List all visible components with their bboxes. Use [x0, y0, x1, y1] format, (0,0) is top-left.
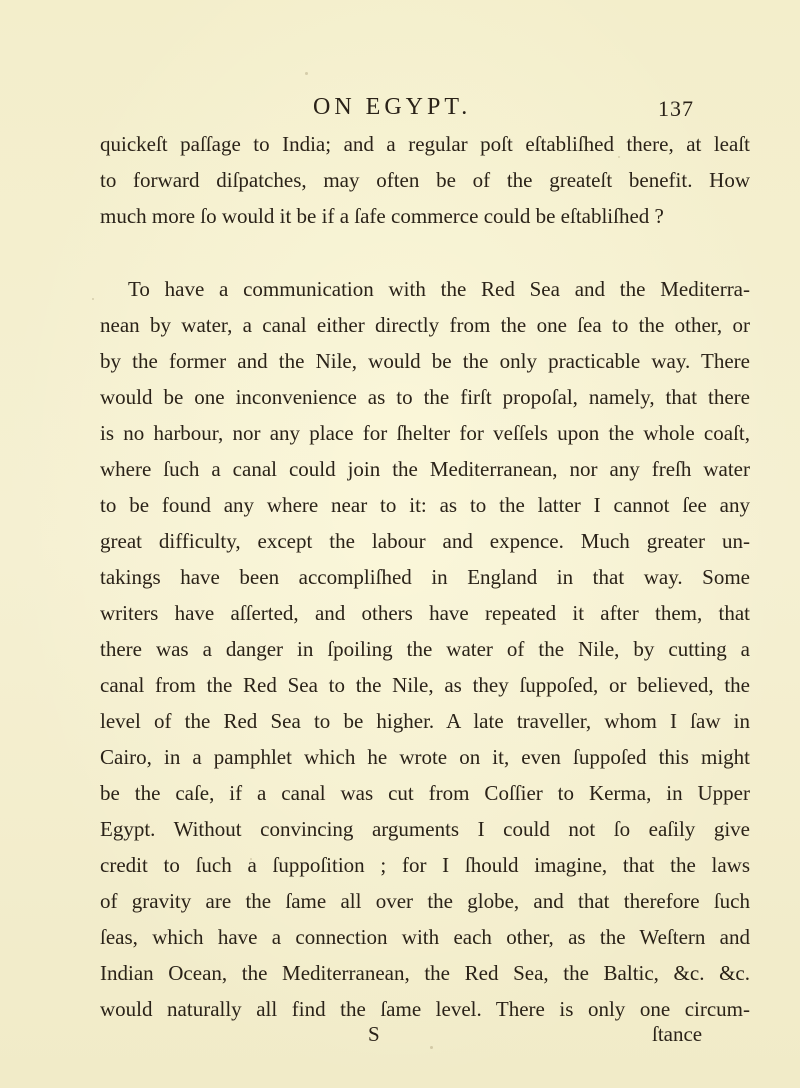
text-line: would be one inconvenience as to the firſt propoſal, namely, that there [100, 385, 750, 409]
text-line: by the former and the Nile, would be the only practicable way. There [100, 349, 750, 373]
text-line: Indian Ocean, the Mediterranean, the Red Sea, the Baltic, &c. &c. [100, 961, 750, 985]
paragraph-gap [100, 234, 750, 271]
text-line: ſeas, which have a connection with each other, as the Weſtern and [100, 925, 750, 949]
paragraph-1 [100, 126, 750, 234]
text-line: to forward diſpatches, may often be of the greateſt benefit. How [100, 168, 750, 192]
text-line: there was a danger in ſpoiling the water of the Nile, by cutting a [100, 637, 750, 661]
text-line: takings have been accompliſhed in England in that way. Some [100, 565, 750, 589]
body-text [100, 126, 750, 1027]
text-line: where ſuch a canal could join the Mediterranean, nor any freſh water [100, 457, 750, 481]
running-head-title: ON EGYPT. [313, 94, 472, 120]
text-line: Egypt. Without convincing arguments I could not ſo eaſily give [100, 817, 750, 841]
signature-mark: S [368, 1022, 380, 1046]
text-line: to be found any where near to it: as to the latter I cannot ſee any [100, 493, 750, 517]
text-line: Cairo, in a pamphlet which he wrote on it, even ſuppoſed this might [100, 745, 750, 769]
page-footer [0, 1022, 800, 1052]
paragraph-2 [100, 271, 750, 1027]
page-number: 137 [658, 96, 694, 121]
paper-speck [430, 1046, 433, 1049]
paper-speck [305, 72, 308, 75]
text-line: is no harbour, nor any place for ſhelter for veſſels upon the whole coaſt, [100, 421, 750, 445]
text-line: much more ſo would it be if a ſafe commerce could be eſtabliſhed ? [100, 204, 664, 228]
paper-speck [618, 156, 620, 158]
text-line: of gravity are the ſame all over the globe, and that therefore ſuch [100, 889, 750, 913]
text-line: be the caſe, if a canal was cut from Coſſier to Kerma, in Upper [100, 781, 750, 805]
running-head [0, 94, 800, 124]
text-line: would naturally all find the ſame level. There is only one circum- [100, 997, 750, 1021]
text-line: credit to ſuch a ſuppoſition ; for I ſhould imagine, that the laws [100, 853, 750, 877]
text-line: To have a communication with the Red Sea and the Mediterra- [128, 277, 750, 301]
text-line: writers have aſſerted, and others have repeated it after them, that [100, 601, 750, 625]
text-line: quickeſt paſſage to India; and a regular poſt eſtabliſhed there, at leaſt [100, 132, 750, 156]
text-line: level of the Red Sea to be higher. A late traveller, whom I ſaw in [100, 709, 750, 733]
text-line: canal from the Red Sea to the Nile, as they ſuppoſed, or believed, the [100, 673, 750, 697]
catchword: ſtance [652, 1022, 703, 1046]
text-line: great difficulty, except the labour and expence. Much greater un- [100, 529, 750, 553]
paper-speck [250, 858, 252, 860]
paper-speck [92, 298, 94, 300]
text-line: nean by water, a canal either directly from the one ſea to the other, or [100, 313, 750, 337]
